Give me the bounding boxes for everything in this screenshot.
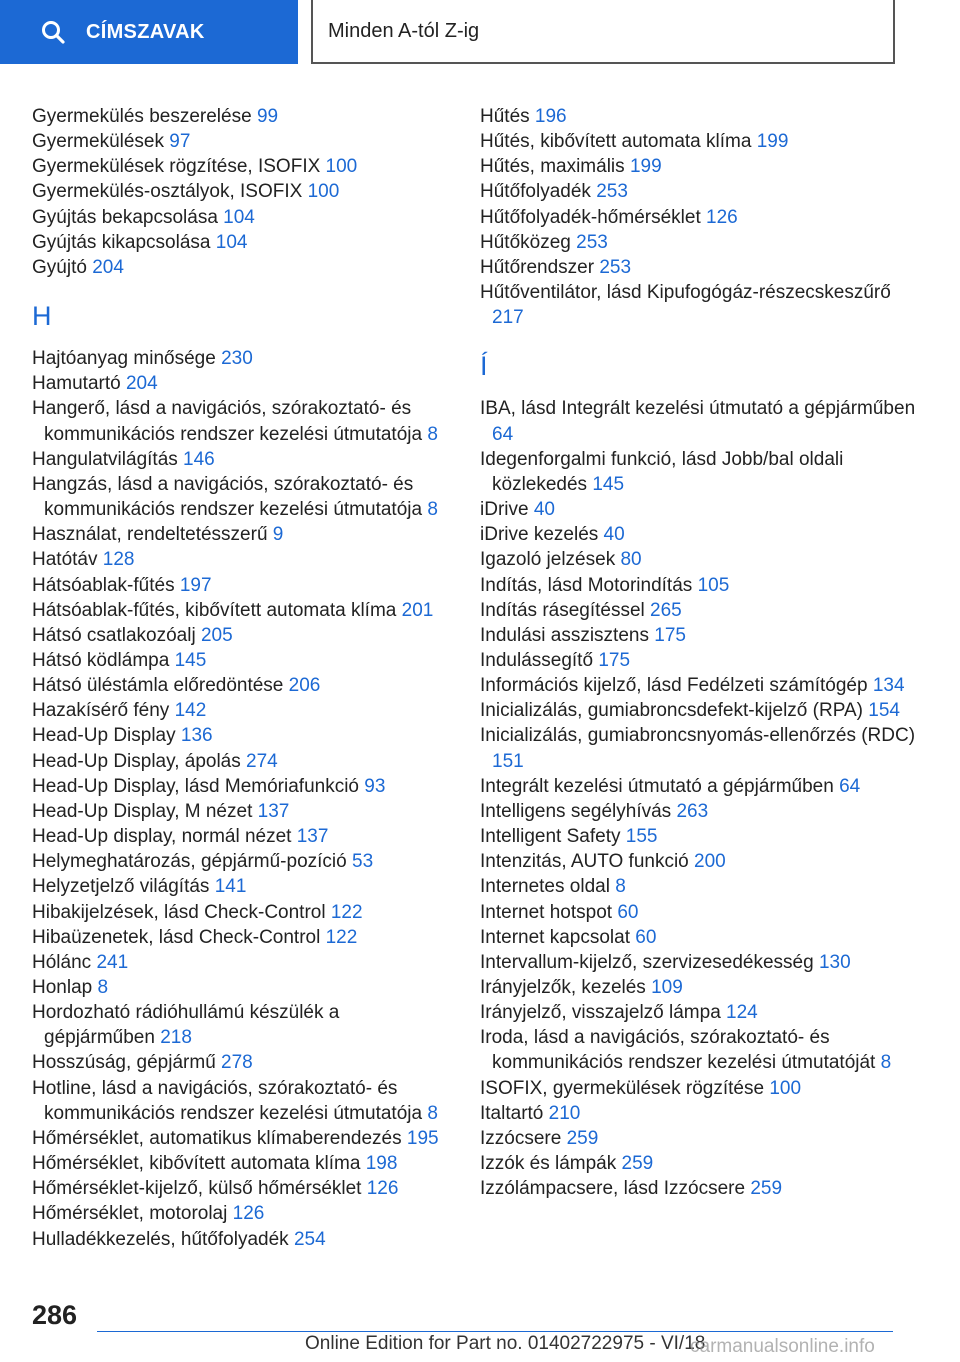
index-entry-text: Hűtőrendszer xyxy=(480,256,595,278)
index-entry xyxy=(480,104,920,129)
index-entry xyxy=(32,1000,452,1050)
index-column-left xyxy=(32,104,452,1252)
index-entry-text: Hátsó csatlakozóalj xyxy=(32,624,196,646)
index-entry xyxy=(32,900,452,925)
index-entry-text: Indulási asszisztens xyxy=(480,624,649,646)
page-link[interactable]: 200 xyxy=(694,851,726,873)
index-entry-text: Iroda, lásd a navigációs, szórakoztató- és kommunikációs rendszer kezelési útmutatóját xyxy=(480,1027,876,1074)
index-entry xyxy=(480,205,920,230)
index-entry xyxy=(480,179,920,204)
index-entry-text: Idegenforgalmi funkció, lásd Jobb/bal oldali közlekedés xyxy=(480,448,844,495)
page-link[interactable]: 9 xyxy=(272,524,284,546)
index-entry-text: Hangzás, lásd a navigációs, szórakoztató- és kommunikációs rendszer kezelési útmutatója xyxy=(32,473,423,521)
index-entry-text: Hátsó üléstámla előredöntése xyxy=(32,675,284,697)
index-entry-text: Integrált kezelési útmutató a gépjárműben xyxy=(480,775,834,797)
page-link[interactable]: 210 xyxy=(548,1102,581,1124)
index-entry-text: Head-Up Display, lásd Memóriafunkció xyxy=(32,775,359,797)
index-entry-text: Hátsóablak-fűtés, kibővített automata klíma xyxy=(32,599,397,621)
index-entry xyxy=(32,1076,452,1126)
index-entry xyxy=(32,104,452,129)
page-link[interactable]: 130 xyxy=(818,951,851,973)
index-entry-text: Hangulatvilágítás xyxy=(32,448,178,470)
page-link[interactable]: 154 xyxy=(868,700,900,722)
index-entry xyxy=(480,648,920,673)
index-entry xyxy=(480,1151,920,1176)
index-entry-text: Intelligent Safety xyxy=(480,826,621,848)
index-entry xyxy=(32,447,452,472)
index-entry xyxy=(32,371,452,396)
page-link[interactable]: 198 xyxy=(365,1153,398,1175)
page-link[interactable]: 124 xyxy=(726,1002,758,1024)
index-entry-text: ISOFIX, gyermekülések rögzítése xyxy=(480,1077,765,1099)
index-entry xyxy=(32,799,452,824)
page-link[interactable]: 104 xyxy=(223,206,255,228)
index-entry-text: Indítás, lásd Motorindítás xyxy=(480,574,693,596)
index-entry-text: Gyermekülés beszerelése xyxy=(32,106,252,127)
page-link[interactable]: 97 xyxy=(169,131,191,153)
index-entry-text: Gyújtó xyxy=(32,256,87,278)
page-link[interactable]: 151 xyxy=(492,750,524,772)
index-entry xyxy=(32,824,452,849)
search-icon xyxy=(40,19,66,45)
index-entry-text: Hazakísérő fény xyxy=(32,700,170,722)
page-link[interactable]: 145 xyxy=(174,649,207,671)
index-entry-text: Hajtóanyag minősége xyxy=(32,348,216,370)
index-entry xyxy=(480,230,920,255)
index-entry xyxy=(32,1050,452,1075)
index-entry xyxy=(32,573,452,598)
page-link[interactable]: 136 xyxy=(180,725,213,747)
index-entry-text: Hőmérséklet, kibővített automata klíma xyxy=(32,1153,361,1175)
index-entry-text: Izzólámpacsere, lásd Izzócsere xyxy=(480,1178,746,1200)
index-entry-text: Head-Up Display, M nézet xyxy=(32,800,253,822)
index-entry xyxy=(480,849,920,874)
index-entry-text: Gyermekülés-osztályok, ISOFIX xyxy=(32,181,303,203)
page-link[interactable]: 8 xyxy=(880,1052,892,1074)
index-entry xyxy=(32,255,452,280)
page-link[interactable]: 206 xyxy=(288,675,321,697)
page-link[interactable]: 122 xyxy=(330,901,363,923)
index-entry xyxy=(480,1126,920,1151)
page-link[interactable]: 128 xyxy=(102,549,135,571)
page-link[interactable]: 100 xyxy=(769,1077,802,1099)
index-entry xyxy=(32,673,452,698)
page-link[interactable]: 241 xyxy=(96,951,129,973)
index-entry xyxy=(32,1227,452,1252)
index-entry-text: Izzócsere xyxy=(480,1127,562,1149)
letter-heading: H xyxy=(32,301,52,332)
page-link[interactable]: 204 xyxy=(125,373,158,395)
tab-keywords-label: CÍMSZAVAK xyxy=(86,20,205,43)
index-entry-text: Italtartó xyxy=(480,1102,544,1124)
index-entry xyxy=(480,799,920,824)
index-entry-text: Inicializálás, gumiabroncsdefekt-kijelző (RPA) xyxy=(480,700,863,722)
letter-heading: Í xyxy=(480,351,488,382)
page-link[interactable]: 142 xyxy=(174,700,207,722)
index-entry-text: Izzók és lámpák xyxy=(480,1153,617,1175)
index-entry-text: Hamutartó xyxy=(32,373,121,395)
index-entry xyxy=(32,230,452,255)
index-column-right xyxy=(480,104,920,1201)
index-entry-text: Helyzetjelző világítás xyxy=(32,876,210,898)
index-entry-text: Hatótáv xyxy=(32,549,98,571)
index-entry xyxy=(480,396,920,446)
index-entry-text: Hátsó ködlámpa xyxy=(32,649,170,671)
page-link[interactable]: 64 xyxy=(839,775,861,797)
tab-keywords[interactable] xyxy=(0,0,298,64)
top-navigation-bar xyxy=(0,0,960,66)
index-entry-text: Gyermekülések rögzítése, ISOFIX xyxy=(32,156,321,178)
index-entry-text: Gyújtás bekapcsolása xyxy=(32,206,218,228)
tab-a-to-z-label: Minden A-tól Z-ig xyxy=(328,19,480,42)
index-entry xyxy=(480,280,920,330)
page-link[interactable]: 8 xyxy=(427,423,438,445)
index-entry xyxy=(32,925,452,950)
index-entry xyxy=(32,1176,452,1201)
page-link[interactable]: 175 xyxy=(598,649,631,671)
index-entry-text: IBA, lásd Integrált kezelési útmutató a gépjárműben xyxy=(480,398,916,420)
page-link[interactable]: 104 xyxy=(215,231,248,253)
index-entry xyxy=(480,824,920,849)
tab-a-to-z[interactable] xyxy=(311,0,895,64)
page-link[interactable]: 60 xyxy=(617,901,639,923)
index-entry xyxy=(480,522,920,547)
index-entry xyxy=(480,547,920,572)
index-entry-text: Hűtés, kibővített automata klíma xyxy=(480,131,752,153)
index-entry xyxy=(480,497,920,522)
index-entry xyxy=(32,396,452,446)
page-link[interactable]: 137 xyxy=(257,800,290,822)
index-entry-text: Hulladékkezelés, hűtőfolyadék xyxy=(32,1228,289,1250)
page-link[interactable]: 141 xyxy=(214,876,247,898)
index-entry xyxy=(32,749,452,774)
index-entry xyxy=(32,346,452,371)
index-entry xyxy=(32,623,452,648)
page-link[interactable]: 93 xyxy=(364,775,386,797)
index-entry-text: Internet kapcsolat xyxy=(480,926,630,948)
index-entry xyxy=(32,179,452,204)
page-link[interactable]: 265 xyxy=(650,599,682,621)
page-link[interactable]: 40 xyxy=(603,524,625,546)
index-entry xyxy=(480,1101,920,1126)
index-entry-text: Intervallum-kijelző, szervizesedékesség xyxy=(480,951,814,973)
index-entry xyxy=(480,925,920,950)
index-entry xyxy=(32,547,452,572)
page-link[interactable]: 201 xyxy=(401,599,434,621)
index-entry-text: Hűtőventilátor, lásd Kipufogógáz-részecskeszűrő xyxy=(480,282,891,304)
page-link[interactable]: 122 xyxy=(325,926,358,948)
page-link[interactable]: 259 xyxy=(566,1127,599,1149)
index-entry-text: Hibakijelzések, lásd Check-Control xyxy=(32,901,326,923)
index-entry-text: Igazoló jelzések xyxy=(480,549,616,571)
index-entry-text: Inicializálás, gumiabroncsnyomás-ellenőrzés (RDC) xyxy=(480,725,916,747)
index-entry xyxy=(32,849,452,874)
index-entry xyxy=(32,975,452,1000)
index-entry-text: Hátsóablak-fűtés xyxy=(32,574,175,596)
page-link[interactable]: 105 xyxy=(697,574,730,596)
index-entry-text: Hűtőközeg xyxy=(480,231,571,253)
page-link[interactable]: 259 xyxy=(750,1178,783,1200)
index-entry-text: Head-Up display, normál nézet xyxy=(32,826,292,848)
page-link[interactable]: 197 xyxy=(179,574,212,596)
page-link[interactable]: 155 xyxy=(625,826,658,848)
index-entry-text: Hólánc xyxy=(32,951,92,973)
page-link[interactable]: 263 xyxy=(676,800,709,822)
page-link[interactable]: 274 xyxy=(246,750,278,772)
index-entry-text: Intenzitás, AUTO funkció xyxy=(480,851,689,873)
page-link[interactable]: 253 xyxy=(599,256,632,278)
index-entry-text: Head-Up Display, ápolás xyxy=(32,750,241,772)
index-entry xyxy=(480,723,920,773)
page-link[interactable]: 80 xyxy=(620,549,642,571)
index-entry-text: Internetes oldal xyxy=(480,876,610,898)
page-link[interactable]: 109 xyxy=(651,977,683,998)
page-link[interactable]: 8 xyxy=(615,876,626,898)
page-link[interactable]: 126 xyxy=(232,1203,265,1225)
index-entry xyxy=(480,673,920,698)
index-entry xyxy=(480,129,920,154)
index-entry xyxy=(32,472,452,522)
index-entry xyxy=(32,1151,452,1176)
page-link[interactable]: 218 xyxy=(160,1027,192,1049)
footer-divider xyxy=(97,1331,893,1332)
page-link[interactable]: 99 xyxy=(256,106,279,127)
index-entry-text: Intelligens segélyhívás xyxy=(480,800,672,822)
index-entry xyxy=(32,598,452,623)
page-link[interactable]: 8 xyxy=(97,977,109,998)
page-link[interactable]: 8 xyxy=(427,1102,438,1124)
index-entry xyxy=(480,900,920,925)
index-entry xyxy=(480,623,920,648)
index-entry xyxy=(32,522,452,547)
page-link[interactable]: 259 xyxy=(621,1153,654,1175)
page-link[interactable]: 100 xyxy=(307,181,340,203)
index-entry-text: Hűtőfolyadék xyxy=(480,181,591,203)
watermark: carmanualsonline.info xyxy=(690,1336,875,1357)
edition-text: Online Edition for Part no. 01402722975 - VI/18 xyxy=(305,1333,706,1354)
page-number: 286 xyxy=(32,1300,78,1330)
page-link[interactable]: 40 xyxy=(533,499,555,521)
index-entry xyxy=(32,1126,452,1151)
index-entry xyxy=(32,648,452,673)
index-entry xyxy=(32,154,452,179)
page-link[interactable]: 60 xyxy=(635,926,657,948)
index-entry-text: Információs kijelző, lásd Fedélzeti számítógép xyxy=(480,675,868,697)
index-entry xyxy=(32,698,452,723)
page-link[interactable]: 64 xyxy=(492,423,514,445)
page-link[interactable]: 254 xyxy=(293,1228,326,1250)
page-link[interactable]: 199 xyxy=(629,156,662,178)
index-entry xyxy=(480,1076,920,1101)
index-entry xyxy=(480,874,920,899)
index-entry-text: Head-Up Display xyxy=(32,725,176,747)
page-link[interactable]: 134 xyxy=(872,675,905,697)
index-entry xyxy=(480,774,920,799)
index-entry-text: Hordozható rádióhullámú készülék a gépjárműben xyxy=(32,1002,340,1049)
index-entry xyxy=(480,975,920,1000)
index-entry-text: Hangerő, lásd a navigációs, szórakoztató- és kommunikációs rendszer kezelési útmutatója xyxy=(32,398,423,445)
index-entry-text: Hűtés xyxy=(480,106,530,127)
index-entry-text: iDrive xyxy=(480,499,529,521)
page-link[interactable]: 204 xyxy=(92,256,124,278)
index-entry xyxy=(480,255,920,280)
index-entry xyxy=(480,598,920,623)
page-link[interactable]: 196 xyxy=(534,106,567,127)
page-link[interactable]: 253 xyxy=(596,181,628,203)
index-entry xyxy=(480,1000,920,1025)
index-entry xyxy=(480,950,920,975)
index-entry-text: Hotline, lásd a navigációs, szórakoztató- és kommunikációs rendszer kezelési útmutatója xyxy=(32,1077,423,1124)
index-entry-text: Gyújtás kikapcsolása xyxy=(32,231,211,253)
index-entry xyxy=(32,874,452,899)
index-entry-text: Hosszúság, gépjármű xyxy=(32,1052,216,1074)
page-link[interactable]: 278 xyxy=(221,1052,253,1074)
index-entry xyxy=(480,447,920,497)
page-link[interactable]: 195 xyxy=(406,1127,439,1149)
index-entry-text: Hőmérséklet, motorolaj xyxy=(32,1203,228,1225)
index-entry xyxy=(32,1201,452,1226)
index-entry-text: Irányjelző, visszajelző lámpa xyxy=(480,1002,721,1024)
index-entry-text: Hibaüzenetek, lásd Check-Control xyxy=(32,926,321,948)
index-entry xyxy=(32,129,452,154)
page-link[interactable]: 199 xyxy=(756,131,789,153)
index-entry xyxy=(32,774,452,799)
index-entry-text: Indulássegítő xyxy=(480,649,594,671)
index-entry xyxy=(480,1176,920,1201)
index-entry xyxy=(480,154,920,179)
index-entry-text: Honlap xyxy=(32,977,93,998)
index-entry xyxy=(32,723,452,748)
page-link[interactable]: 137 xyxy=(296,826,329,848)
index-entry-text: Irányjelzők, kezelés xyxy=(480,977,646,998)
index-entry-text: Internet hotspot xyxy=(480,901,613,923)
index-entry xyxy=(480,573,920,598)
page-link[interactable]: 53 xyxy=(352,851,374,873)
index-entry-text: iDrive kezelés xyxy=(480,524,599,546)
page-link[interactable]: 217 xyxy=(492,307,524,329)
page-link[interactable]: 145 xyxy=(592,473,625,495)
page-link[interactable]: 230 xyxy=(221,348,253,370)
index-entry xyxy=(480,698,920,723)
index-entry xyxy=(480,1025,920,1075)
index-entry-text: Hőmérséklet, automatikus klímaberendezés xyxy=(32,1127,402,1149)
index-entry-text: Helymeghatározás, gépjármű-pozíció xyxy=(32,851,347,873)
page-link[interactable]: 8 xyxy=(427,499,438,521)
page-link[interactable]: 253 xyxy=(576,231,608,253)
page-link[interactable]: 175 xyxy=(654,624,686,646)
index-entry-text: Hőmérséklet-kijelző, külső hőmérséklet xyxy=(32,1178,362,1200)
page-link[interactable]: 205 xyxy=(200,624,233,646)
index-entry-text: Hűtés, maximális xyxy=(480,156,625,178)
page-link[interactable]: 100 xyxy=(325,156,358,178)
index-entry-text: Hűtőfolyadék-hőmérséklet xyxy=(480,206,701,228)
index-entry-text: Indítás rásegítéssel xyxy=(480,599,645,621)
page-link[interactable]: 126 xyxy=(366,1178,399,1200)
page-link[interactable]: 146 xyxy=(183,448,215,470)
index-entry xyxy=(32,950,452,975)
index-entry xyxy=(32,205,452,230)
index-entry-text: Gyermekülések xyxy=(32,131,164,153)
index-entry-text: Használat, rendeltetésszerű xyxy=(32,524,268,546)
page-link[interactable]: 126 xyxy=(706,206,738,228)
